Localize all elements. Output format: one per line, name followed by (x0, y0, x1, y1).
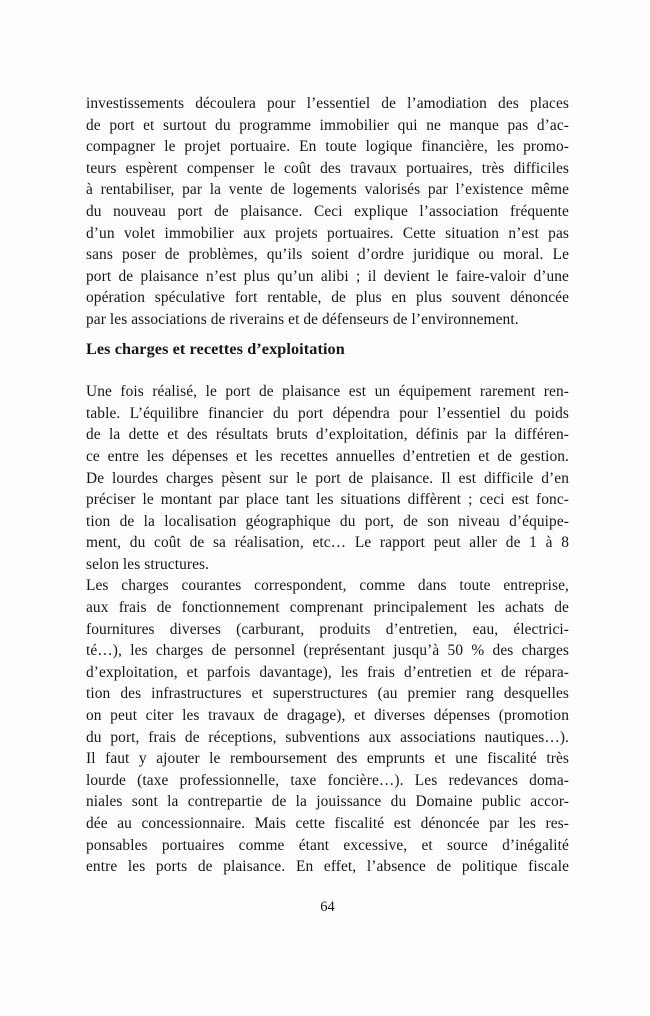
text-line: ment, du coût de sa réalisation, etc… Le rapport peut aller de 1 à 8 (86, 534, 569, 552)
text-line: préciser le montant par place tant les situations diffèrent ; ceci est fonc- (86, 491, 569, 509)
text-line: Une fois réalisé, le port de plaisance est un équipement rarement ren- (86, 383, 569, 401)
text-line: tion des infrastructures et superstructures (au premier rang desquelles (86, 685, 569, 703)
text-line: dée au concessionnaire. Mais cette fiscalité est dénoncée par les res- (86, 815, 569, 832)
text-line: entre les ports de plaisance. En effet, l’absence de politique fiscale (86, 858, 569, 876)
paragraph-charges-courantes (86, 575, 569, 877)
text-line: lourde (taxe professionnelle, taxe foncière…). Les redevances doma- (86, 771, 569, 789)
text-block (86, 93, 569, 878)
text-line: d’exploitation, et parfois davantage), les frais d’entretien et de répara- (86, 663, 569, 681)
text-line: aux frais de fonctionnement comprenant principalement les achats de (86, 599, 569, 617)
text-line: tion de la localisation géographique du port, de son niveau d’équipe- (86, 512, 569, 530)
text-line: de port et surtout du programme immobilier qui ne manque pas d’ac- (86, 116, 569, 134)
text-line: ce entre les dépenses et les recettes annuelles d’entretien et de gestion. (86, 447, 569, 465)
text-line: teurs espèrent compenser le coût des travaux portuaires, très difficiles (86, 159, 569, 177)
text-line: à rentabiliser, par la vente de logements valorisés par l’existence même (86, 181, 569, 199)
text-line: De lourdes charges pèsent sur le port de plaisance. Il est difficile d’en (86, 469, 569, 487)
text-line: compagner le projet portuaire. En toute logique financière, les promo- (86, 138, 569, 156)
text-line: par les associations de riverains et de défenseurs de l’environnement. (86, 310, 519, 328)
text-line: opération spéculative fort rentable, de plus en plus souvent dénoncée (86, 289, 569, 307)
paragraph-continuation (86, 93, 569, 331)
text-line: table. L’équilibre financier du port dépendra pour l’essentiel du poids (86, 404, 569, 422)
text-line: du nouveau port de plaisance. Ceci explique l’association fréquente (86, 202, 569, 220)
paragraph-exploitation (86, 381, 569, 575)
text-line: té…), les charges de personnel (représentant jusqu’à 50 % des charges (86, 642, 569, 660)
text-line: sans poser de problèmes, qu’ils soient d’ordre juridique ou moral. Le (86, 246, 569, 264)
text-line: port de plaisance n’est plus qu’un alibi ; il devient le faire-valoir d’une (86, 267, 569, 285)
text-line: du port, frais de réceptions, subventions aux associations nautiques…). (86, 728, 569, 746)
text-line: ponsables portuaires comme étant excessive, et source d’inégalité (86, 836, 569, 854)
text-line: Il faut y ajouter le remboursement des emprunts et une fiscalité très (86, 750, 569, 768)
section-heading: Les charges et recettes d’exploitation (86, 339, 345, 358)
text-line: investissements découlera pour l’essentiel de l’amodiation des places (86, 95, 569, 112)
text-line: selon les structures. (86, 555, 210, 573)
text-line: fournitures diverses (carburant, produits d’entretien, eau, électrici- (86, 620, 569, 638)
text-line: niales sont la contrepartie de la jouissance du Domaine public accor- (86, 793, 569, 811)
text-line: Les charges courantes correspondent, comme dans toute entreprise, (86, 577, 569, 595)
text-line: d’un volet immobilier aux projets portuaires. Cette situation n’est pas (86, 224, 569, 242)
text-line: on peut citer les travaux de dragage), et diverses dépenses (promotion (86, 707, 569, 725)
text-line: de la dette et des résultats bruts d’exploitation, définis par la différen- (86, 426, 569, 444)
page-number: 64 (320, 899, 335, 915)
